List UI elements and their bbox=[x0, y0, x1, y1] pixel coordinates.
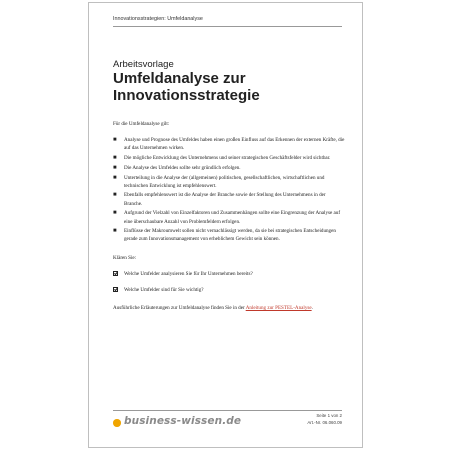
pestel-guide-link[interactable]: Anleitung zur PESTEL-Analyse bbox=[245, 305, 312, 312]
question-text: Welche Umfelder sind für Sie wichtig? bbox=[124, 287, 204, 294]
article-number: Art.-Nr. 06.060.09 bbox=[307, 419, 342, 425]
list-item bbox=[113, 154, 345, 162]
bullet-text: Aufgrund der Vielzahl von Einzelfaktoren und Zusammenhängen sollte eine Eingrenzung der Analyse auf eine überschaubare Anzahl von Problemfeldern erfolgen. bbox=[124, 210, 341, 225]
question-item bbox=[113, 270, 345, 278]
bullet-list bbox=[113, 136, 345, 243]
bullet-text: Ebenfalls empfehlenswert ist die Analyse der Branche sowie der Stellung des Unternehmens in der Branche. bbox=[124, 192, 326, 207]
bullet-icon: ■ bbox=[113, 174, 117, 181]
bullet-text: Die mögliche Entwicklung des Unternehmens und seiner strategischen Geschäftsfelder wird sichtbar. bbox=[124, 155, 331, 162]
question-text: Welche Umfelder analysieren Sie für Ihr Unternehmen bereits? bbox=[124, 270, 253, 277]
list-item bbox=[113, 174, 345, 190]
bullet-icon: ■ bbox=[113, 192, 117, 199]
title-line-2: Innovationsstrategie bbox=[113, 86, 260, 104]
list-item bbox=[113, 164, 345, 172]
bullet-icon: ■ bbox=[113, 164, 117, 171]
checkbox-icon[interactable] bbox=[113, 271, 118, 276]
page-info bbox=[307, 413, 342, 426]
bullet-icon: ■ bbox=[113, 137, 117, 144]
document-page bbox=[88, 2, 363, 448]
document-type-label: Arbeitsvorlage bbox=[113, 59, 174, 70]
page-title bbox=[113, 71, 348, 104]
question-item bbox=[113, 286, 345, 294]
bullet-text: Einflüsse der Makroumwelt sollen nicht vernachlässigt werden, da sie bei strategischen Entscheidungen gerade zum Innovationsmanagement von erheblichem Gewicht sein können. bbox=[124, 228, 336, 243]
bullet-icon: ■ bbox=[113, 228, 117, 235]
bullet-text: Die Analyse des Umfeldes sollte sehr gründlich erfolgen. bbox=[124, 164, 241, 171]
further-reading-text bbox=[113, 304, 345, 312]
further-reading-suffix: . bbox=[311, 305, 313, 312]
list-item bbox=[113, 209, 345, 225]
logo-dot-icon bbox=[113, 419, 121, 427]
title-line-1: Umfeldanalyse zur bbox=[113, 70, 246, 87]
page-number: Seite 1 von 2 bbox=[316, 413, 342, 418]
bullet-icon: ■ bbox=[113, 155, 117, 162]
header-divider bbox=[113, 26, 342, 27]
bullet-text: Analyse und Prognose des Umfeldes haben einen großen Einfluss auf das Erkennen der externen Kräfte, die auf das Unternehmen wirken. bbox=[124, 137, 345, 152]
bullet-icon: ■ bbox=[113, 210, 117, 217]
brand-logo: business-wissen.de bbox=[124, 415, 242, 427]
klaeren-heading: Klären Sie: bbox=[113, 254, 137, 261]
checkbox-icon[interactable] bbox=[113, 287, 118, 292]
document-body bbox=[113, 120, 345, 318]
intro-text: Für die Umfeldanalyse gilt: bbox=[113, 121, 170, 127]
bullet-text: Unterteilung in die Analyse der (allgemeinen) politischen, gesellschaftlichen, wirtschaftlichen und technischen Entwicklung ist empfehlenswert. bbox=[124, 174, 325, 189]
header-label: Innovationsstrategien: Umfeldanalyse bbox=[113, 16, 203, 22]
further-reading-prefix: Ausführliche Erläuterungen zur Umfeldanalyse finden Sie in der bbox=[113, 305, 246, 312]
list-item bbox=[113, 227, 345, 243]
footer-divider bbox=[113, 410, 342, 411]
list-item bbox=[113, 191, 345, 207]
list-item bbox=[113, 136, 345, 152]
